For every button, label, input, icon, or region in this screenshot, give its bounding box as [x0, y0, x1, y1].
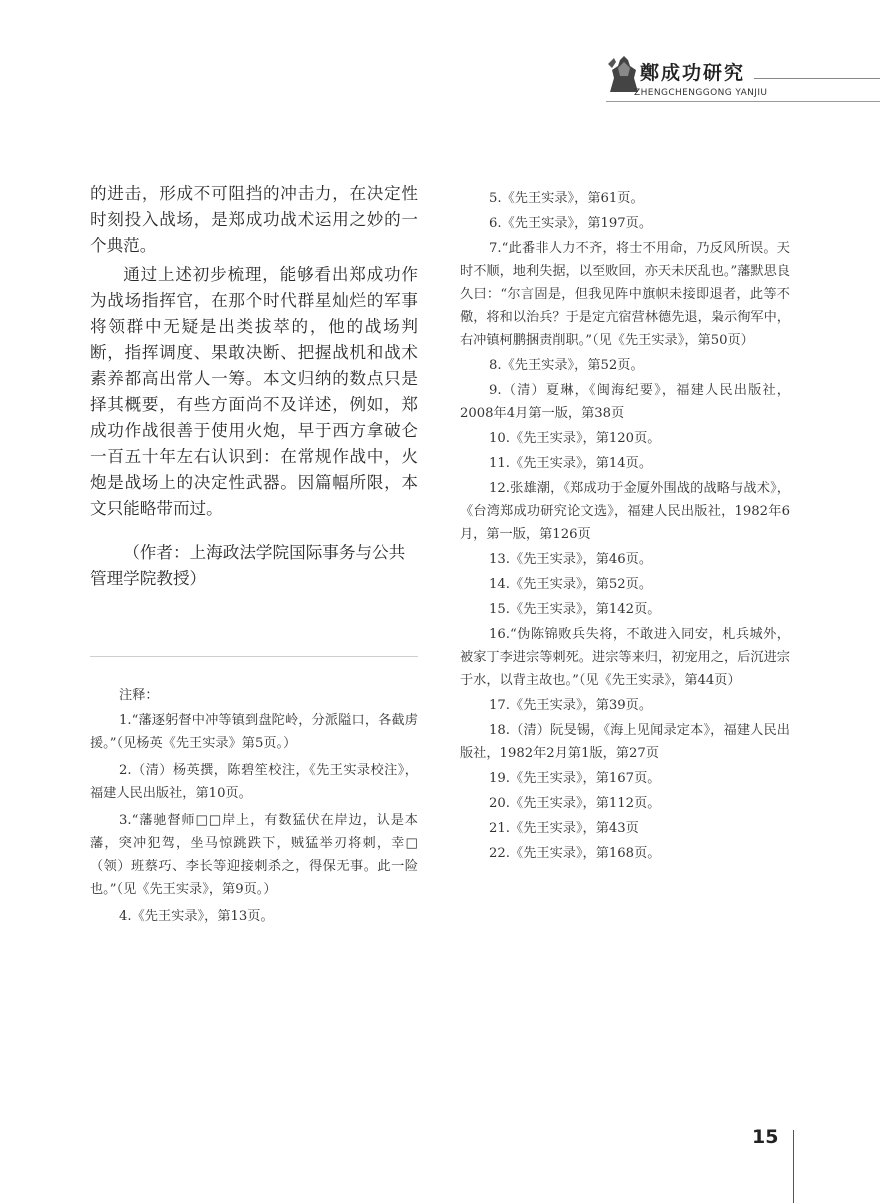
- body-paragraph: 通过上述初步梳理，能够看出郑成功作为战场指挥官，在那个时代群星灿烂的军事将领群中无疑是出类拔萃的，他的战场判断，指挥调度、果敢决断、把握战机和战术素养都高出常人一筹。本文归纳的数点只是择其概要，有些方面尚不及详述，例如，郑成功作战很善于使用火炮，早于西方拿破仑一百五十年左右认识到：在常规作战中，火炮是战场上的决定性武器。因篇幅所限，本文只能略带而过。: [90, 265, 418, 518]
- note-item: 1.“藩逐躬督中冲等镇到盘陀岭，分派隘口，各截虏援。”（见杨英《先王实录》第5页。）: [90, 713, 418, 751]
- note-item: 21.《先王实录》，第43页: [489, 821, 639, 836]
- note-item: 2.（清）杨英撰，陈碧笙校注，《先王实录校注》，福建人民出版社，第10页。: [90, 763, 418, 801]
- author-note: （作者：上海政法学院国际事务与公共管理学院教授）: [90, 543, 406, 588]
- notes-divider: [90, 656, 418, 657]
- note-item: 20.《先王实录》，第112页。: [489, 796, 661, 811]
- note-item: 17.《先王实录》，第39页。: [489, 698, 653, 713]
- note-item: 13.《先王实录》，第46页。: [489, 552, 653, 567]
- note-item: 14.《先王实录》，第52页。: [489, 577, 653, 592]
- page-number-rule: [793, 1130, 794, 1203]
- note-item: 11.《先王实录》，第14页。: [489, 456, 653, 471]
- article-body: [90, 181, 418, 592]
- note-item: 19.《先王实录》，第167页。: [489, 771, 661, 786]
- note-item: 7.“此番非人力不齐，将士不用命，乃反风所误。天时不顺，地利失据，以至败回，亦天未厌乱也。”藩默思良久曰：“尔言固是，但我见阵中旗帜未接即退者，此等不儆，将和以治兵？于是定亢宿营林德先退，枭示徇军中，右冲镇柯鹏捆责削职。”（见《先王实录》，第50页）: [460, 241, 790, 348]
- note-item: 8.《先王实录》，第52页。: [489, 358, 644, 373]
- note-item: 4.《先王实录》，第13页。: [119, 909, 274, 924]
- header-rule: [754, 78, 880, 79]
- note-item: 18.（清）阮旻锡，《海上见闻录定本》，福建人民出版社，1982年2月第1版，第27页: [460, 723, 790, 761]
- note-item: 10.《先王实录》，第120页。: [489, 431, 661, 446]
- note-item: 22.《先王实录》，第168页。: [489, 846, 661, 861]
- journal-subtitle: ZHENGCHENGGONG YANJIU: [634, 88, 768, 98]
- notes-column-right: [460, 187, 790, 865]
- journal-title: 鄭成功研究: [640, 62, 746, 84]
- page-number: 15: [752, 1126, 779, 1148]
- note-item: 3.“藩驰督师□□岸上，有数猛伏在岸边，认是本藩，突冲犯驾，坐马惊跳跌下，贼猛举刃将刺，幸□（领）班蔡巧、李长等迎接刺杀之，得保无事。此一险也。”（见《先王实录》，第9页。）: [90, 813, 418, 897]
- note-item: 15.《先王实录》，第142页。: [489, 602, 661, 617]
- journal-header: [606, 52, 880, 108]
- notes-column-left: [90, 684, 418, 928]
- body-paragraph: 的进击，形成不可阻挡的冲击力，在决定性时刻投入战场，是郑成功战术运用之妙的一个典范。: [90, 184, 418, 255]
- note-item: 6.《先王实录》，第197页。: [489, 216, 653, 231]
- notes-title: 注释：: [119, 688, 159, 703]
- note-item: 16.“伪陈锦败兵失将，不敢进入同安，札兵城外，被家丁李进宗等刺死。进宗等来归，初宠用之，后沉进宗于水，以背主故也。”（见《先王实录》，第44页）: [460, 627, 790, 688]
- note-item: 5.《先王实录》，第61页。: [489, 191, 644, 206]
- note-item: 12.张雄潮，《郑成功于金厦外围战的战略与战术》，《台湾郑成功研究论文选》，福建人民出版社，1982年6月，第一版，第126页: [460, 481, 790, 542]
- note-item: 9.（清）夏琳，《闽海纪要》，福建人民出版社，2008年4月第一版，第38页: [460, 383, 790, 421]
- header-underline: [606, 101, 880, 102]
